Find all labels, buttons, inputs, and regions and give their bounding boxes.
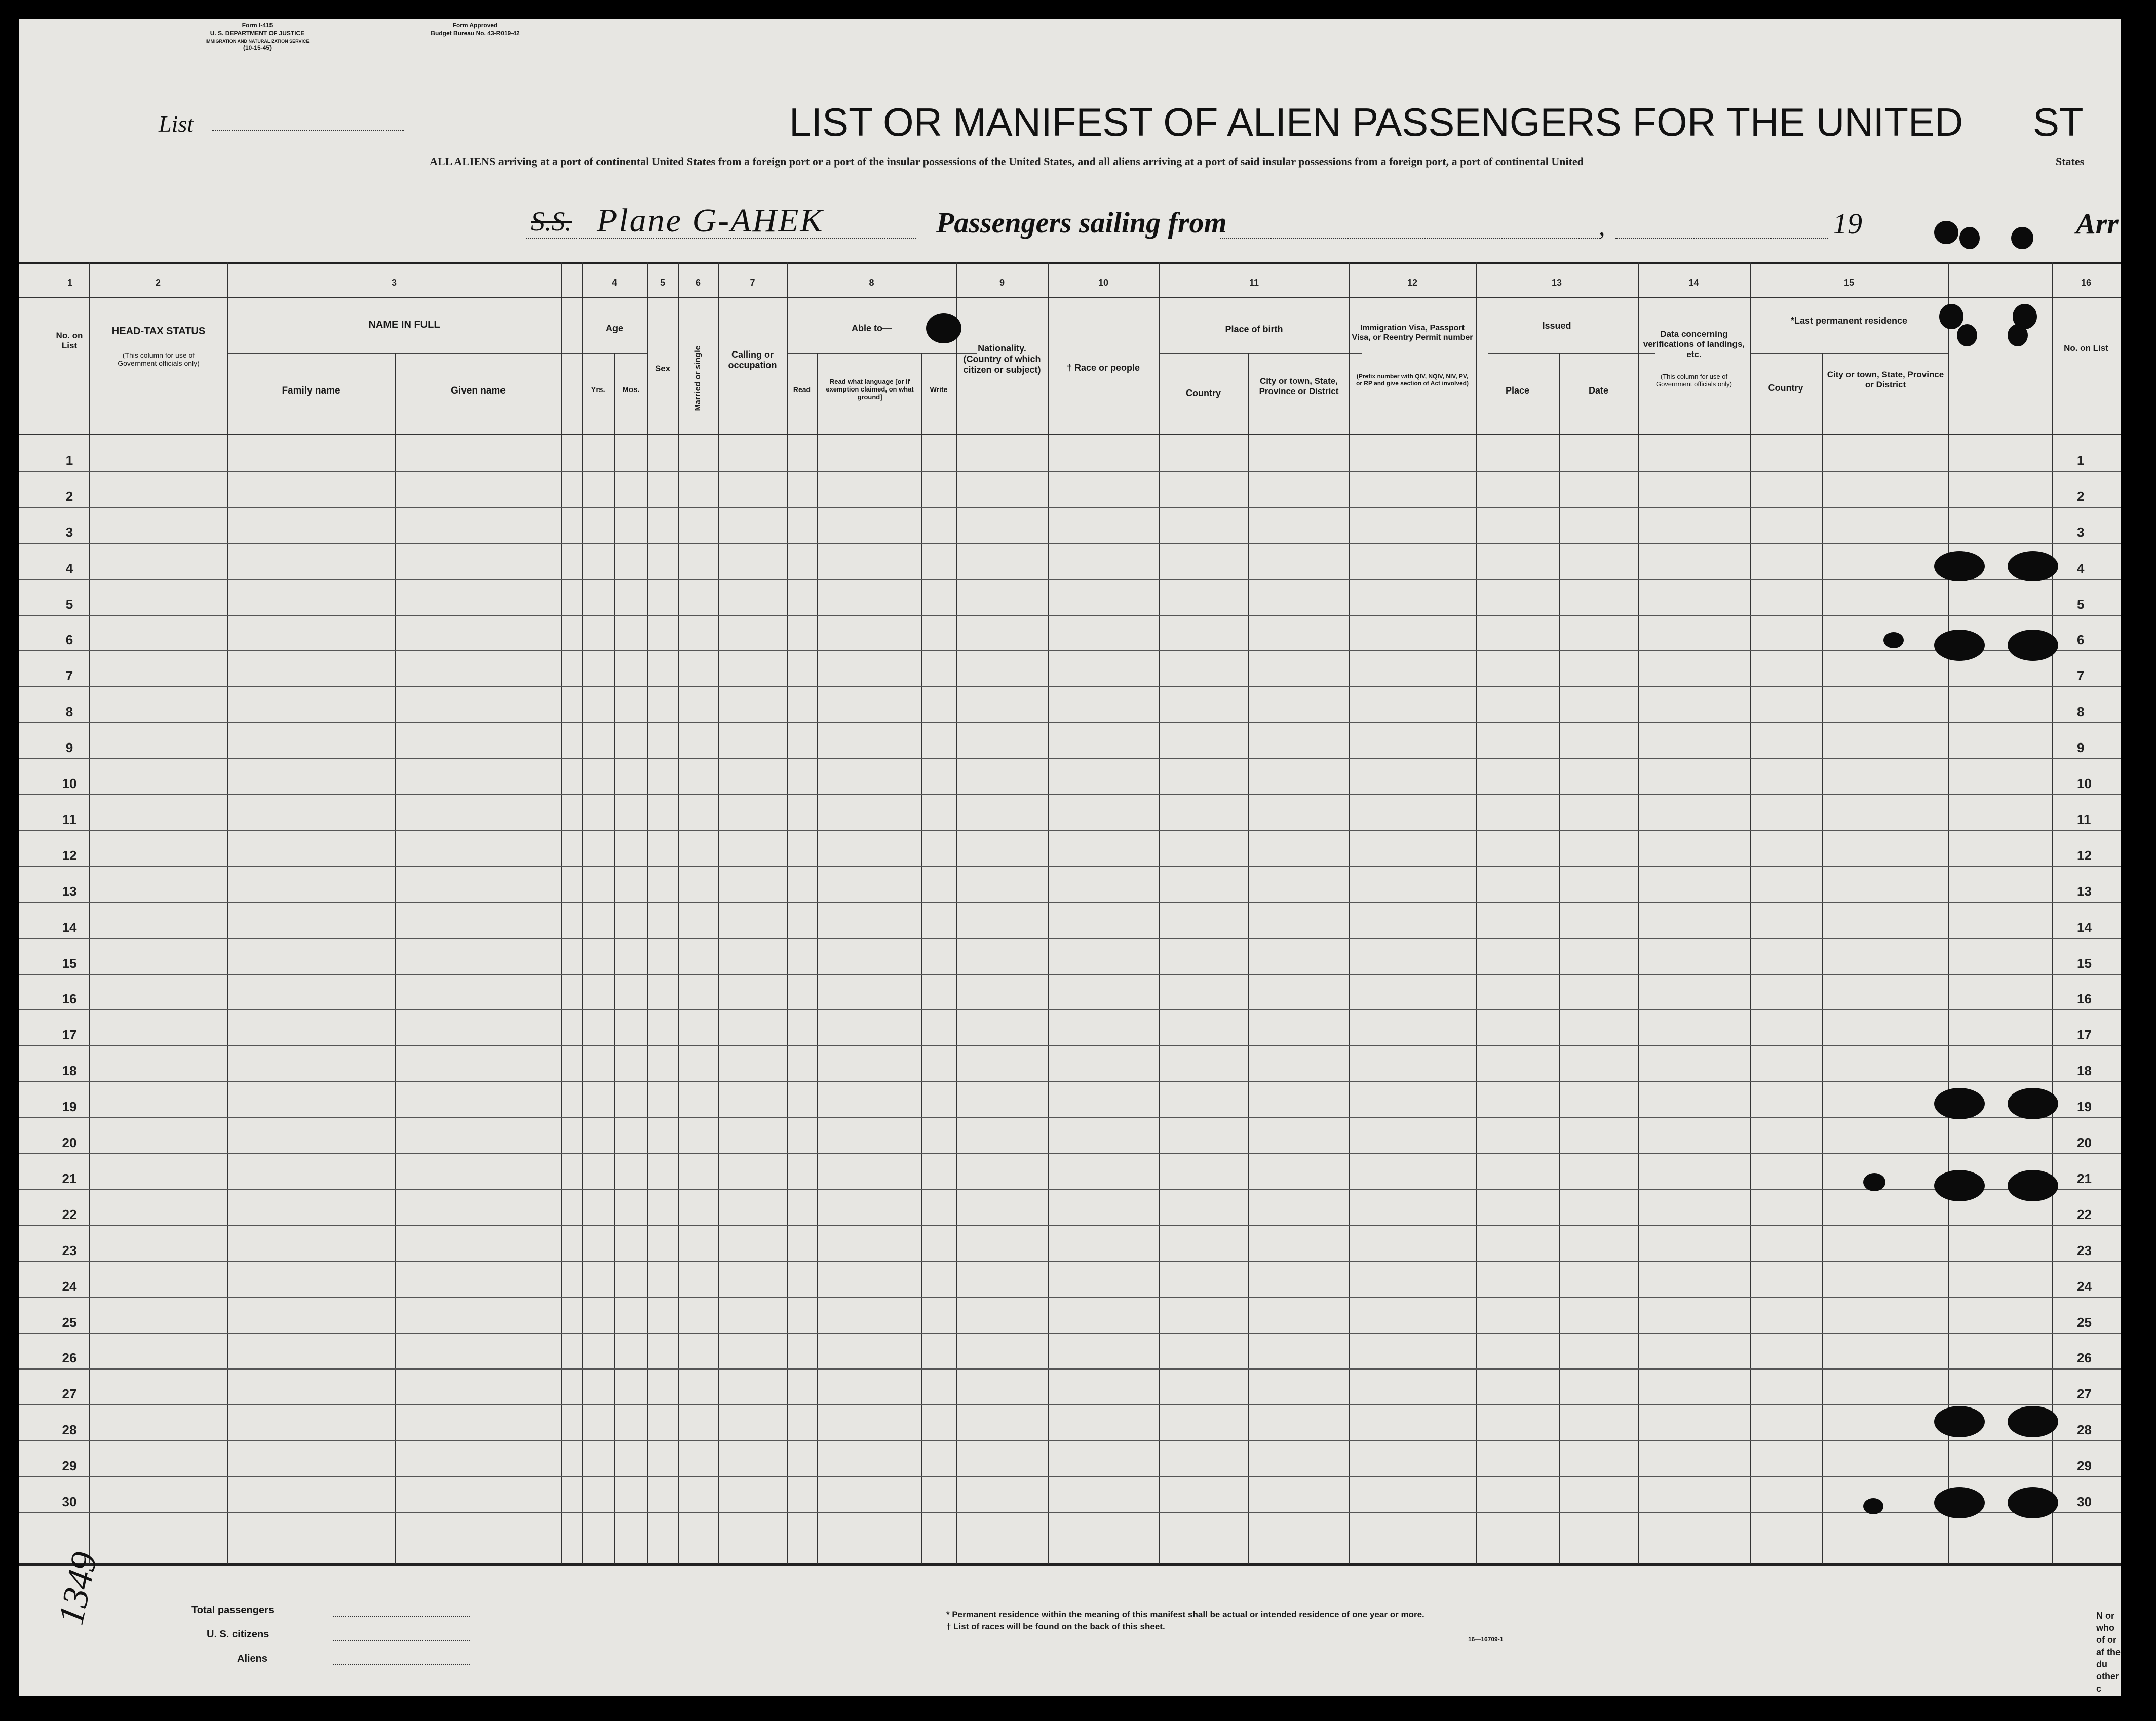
- row-number-right: 22: [2077, 1207, 2092, 1222]
- row-number-left: 21: [62, 1171, 77, 1186]
- row-number-right: 5: [2077, 597, 2085, 612]
- row-line: [19, 830, 2121, 831]
- header-residence-country: Country: [1768, 383, 1803, 393]
- row-number-right: 17: [2077, 1027, 2092, 1042]
- header-able-to: Able to—: [852, 323, 892, 333]
- row-line: [19, 1404, 2121, 1405]
- row-number-left: 3: [65, 525, 73, 540]
- punch-hole-blot: [1934, 1170, 1985, 1201]
- name-subheader-line: [227, 353, 582, 354]
- row-number-right: 14: [2077, 920, 2092, 935]
- row-line: [19, 471, 2121, 472]
- row-number-right: 18: [2077, 1063, 2092, 1078]
- ink-blot: [926, 313, 961, 343]
- header-visa: Immigration Visa, Passport Visa, or Reentry Permit number: [1352, 324, 1473, 342]
- col-line-4a: [614, 353, 615, 1564]
- col-number-15: 15: [1843, 278, 1855, 288]
- row-number-right: 9: [2077, 740, 2085, 755]
- row-line: [19, 938, 2121, 939]
- header-age: Age: [605, 323, 623, 333]
- row-line: [19, 1045, 2121, 1046]
- punch-hole-blot: [2008, 1487, 2058, 1518]
- row-line: [19, 722, 2121, 723]
- punch-hole-blot: [2008, 551, 2058, 581]
- row-number-left: 25: [62, 1315, 77, 1330]
- list-label: List: [159, 111, 194, 137]
- form-date: (10-15-45): [243, 44, 272, 51]
- col-number-10: 10: [1098, 278, 1109, 288]
- col-line-11a: [1248, 353, 1249, 1564]
- ink-blot: [1863, 1173, 1885, 1191]
- col-number-11: 11: [1249, 278, 1259, 288]
- row-number-right: 21: [2077, 1171, 2092, 1186]
- issued-subheader-line: [1488, 353, 1655, 354]
- col-number-5: 5: [660, 278, 665, 288]
- row-line: [19, 758, 2121, 759]
- row-number-left: 11: [62, 812, 76, 827]
- manifest-title-cut: ST: [2033, 100, 2084, 144]
- row-line: [19, 579, 2121, 580]
- row-line: [19, 1512, 2121, 1513]
- row-line: [19, 866, 2121, 867]
- row-number-right: 28: [2077, 1422, 2092, 1437]
- header-age-years: Yrs.: [591, 385, 605, 394]
- row-number-right: 29: [2077, 1458, 2092, 1473]
- row-number-left: 14: [62, 920, 77, 935]
- row-number-right: 10: [2077, 776, 2092, 791]
- service: IMMIGRATION AND NATURALIZATION SERVICE: [205, 38, 310, 44]
- row-number-left: 18: [62, 1063, 77, 1078]
- header-married-single: Married or single: [694, 345, 702, 411]
- row-number-right: 26: [2077, 1350, 2092, 1365]
- us-citizens-line: [333, 1640, 470, 1641]
- vessel-prefix: S.S.: [531, 206, 572, 237]
- row-number-right: 20: [2077, 1135, 2092, 1150]
- footer-aliens: Aliens: [237, 1653, 268, 1664]
- row-number-right: 11: [2077, 812, 2091, 827]
- row-line: [19, 902, 2121, 903]
- row-line: [19, 1081, 2121, 1082]
- row-number-left: 22: [62, 1207, 77, 1222]
- punch-hole-blot: [1939, 304, 1963, 329]
- header-family-name: Family name: [282, 385, 340, 396]
- row-number-left: 1: [65, 453, 73, 468]
- col-number-12: 12: [1407, 278, 1418, 288]
- row-line: [19, 1189, 2121, 1190]
- footer-right-cut: N or who of or af the du other c: [2096, 1611, 2121, 1694]
- row-number-right: 27: [2077, 1386, 2092, 1401]
- row-number-left: 29: [62, 1458, 77, 1473]
- punch-hole-blot: [1957, 324, 1977, 346]
- row-number-left: 2: [65, 489, 73, 504]
- punch-hole-blot: [2008, 630, 2058, 661]
- header-verification: Data concerning verifications of landings, etc.: [1643, 329, 1745, 359]
- row-number-left: 19: [62, 1099, 77, 1114]
- header-head-tax: HEAD-TAX STATUS: [111, 326, 206, 337]
- punch-hole-blot: [1934, 1487, 1985, 1518]
- header-given-name: Given name: [451, 385, 506, 396]
- col-line-15a: [1822, 353, 1823, 1564]
- row-line: [19, 615, 2121, 616]
- row-number-right: 25: [2077, 1315, 2092, 1330]
- row-number-left: 4: [65, 561, 73, 576]
- row-line: [19, 1368, 2121, 1370]
- row-number-left: 16: [62, 991, 77, 1006]
- manifest-sheet: [19, 19, 2121, 1696]
- row-line: [19, 1440, 2121, 1441]
- row-line: [19, 1009, 2121, 1010]
- footer-total-passengers: Total passengers: [191, 1605, 275, 1616]
- col-number-13: 13: [1551, 278, 1562, 288]
- sailing-date-line: [1615, 238, 1828, 239]
- row-number-right: 4: [2077, 561, 2085, 576]
- year-label: 19: [1833, 207, 1862, 240]
- header-read-language: Read what language [or if exemption claimed, on what ground]: [826, 378, 914, 401]
- row-number-right: 30: [2077, 1494, 2092, 1509]
- row-number-right: 13: [2077, 884, 2092, 899]
- header-verification-note: (This column for use of Government officials only): [1655, 373, 1732, 388]
- col-number-16: 16: [2081, 278, 2092, 288]
- sailing-port-line: [1220, 238, 1600, 239]
- header-issued-place: Place: [1505, 385, 1530, 396]
- birth-subheader-line: [1159, 353, 1362, 354]
- department: U. S. DEPARTMENT OF JUSTICE: [210, 30, 305, 37]
- row-number-left: 12: [62, 848, 77, 863]
- column-number-row-border: [19, 297, 2121, 298]
- row-line: [19, 543, 2121, 544]
- row-line: [19, 686, 2121, 687]
- row-number-left: 30: [62, 1494, 77, 1509]
- header-no-on-list: No. on List: [56, 331, 83, 350]
- aliens-line: [333, 1664, 470, 1665]
- punch-hole-blot: [1934, 630, 1985, 661]
- manifest-title: LIST OR MANIFEST OF ALIEN PASSENGERS FOR THE UNITED: [789, 100, 1963, 144]
- manifest-subtitle: ALL ALIENS arriving at a port of continental United States from a foreign port or a port of the insular possessions of the United States, and all aliens arriving at a port of said insular possessions from a foreign port, a port of continental United: [430, 155, 1584, 168]
- row-number-right: 23: [2077, 1243, 2092, 1258]
- col-line-13a: [1559, 353, 1560, 1564]
- row-number-right: 8: [2077, 704, 2085, 719]
- row-number-left: 17: [62, 1027, 77, 1042]
- budget-number: Budget Bureau No. 43-R019-42: [431, 30, 520, 37]
- residence-subheader-line: [1750, 353, 1948, 354]
- total-passengers-line: [333, 1616, 470, 1617]
- arriving-label-cut: Arr: [2076, 207, 2119, 240]
- form-approved: Form Approved: [452, 22, 498, 29]
- row-number-left: 28: [62, 1422, 77, 1437]
- row-line: [19, 1297, 2121, 1298]
- col-number-9: 9: [999, 278, 1005, 288]
- col-number-14: 14: [1688, 278, 1699, 288]
- col-line-8a: [817, 353, 818, 1564]
- row-number-right: 15: [2077, 956, 2092, 971]
- row-number-right: 1: [2077, 453, 2085, 468]
- header-residence-city: City or town, State, Province or District: [1827, 370, 1944, 389]
- row-number-right: 6: [2077, 632, 2085, 647]
- row-number-right: 7: [2077, 668, 2085, 683]
- row-number-left: 24: [62, 1279, 77, 1294]
- header-head-tax-note: (This column for use of Government officials only): [118, 351, 200, 367]
- row-number-right: 16: [2077, 991, 2092, 1006]
- row-number-right: 12: [2077, 848, 2092, 863]
- punch-hole-blot: [2008, 1406, 2058, 1437]
- punch-hole-blot: [2008, 1088, 2058, 1119]
- row-number-right: 2: [2077, 489, 2085, 504]
- row-number-right: 3: [2077, 525, 2085, 540]
- row-number-left: 8: [65, 704, 73, 719]
- row-number-left: 27: [62, 1386, 77, 1401]
- row-line: [19, 1476, 2121, 1477]
- table-top-border: [19, 262, 2121, 264]
- header-sex: Sex: [654, 364, 671, 373]
- header-no-on-list-right: No. on List: [2064, 343, 2108, 353]
- punch-hole-blot: [1934, 551, 1985, 581]
- col-number-4: 4: [611, 278, 617, 288]
- vessel-name-handwritten: Plane G-AHEK: [597, 202, 824, 239]
- header-visa-note: (Prefix number with QIV, NQIV, NIV, PV, or RP and give section of Act involved): [1356, 373, 1469, 387]
- row-number-left: 23: [62, 1243, 77, 1258]
- footer-us-citizens: U. S. citizens: [207, 1629, 270, 1640]
- ink-blot: [1863, 1498, 1883, 1514]
- header-age-months: Mos.: [622, 385, 640, 394]
- row-number-left: 6: [65, 632, 73, 647]
- row-line: [19, 974, 2121, 975]
- ink-blot: [1883, 632, 1904, 648]
- header-name-in-full: NAME IN FULL: [368, 319, 440, 330]
- punch-hole-blot: [2008, 324, 2028, 346]
- header-calling: Calling or occupation: [728, 349, 777, 370]
- col-line-8b: [921, 353, 922, 1564]
- header-birth-country: Country: [1186, 388, 1221, 398]
- header-write: Write: [930, 385, 948, 394]
- row-line: [19, 1261, 2121, 1262]
- footer-note-races: † List of races will be found on the back of this sheet.: [946, 1622, 1165, 1631]
- col-number-8: 8: [869, 278, 874, 288]
- footer-note-residence: * Permanent residence within the meaning of this manifest shall be actual or intended residence of one year or more.: [946, 1610, 1424, 1619]
- row-number-left: 10: [62, 776, 77, 791]
- row-line: [19, 1117, 2121, 1118]
- comma-separator: ,: [1599, 212, 1605, 241]
- header-bottom-border: [19, 434, 2121, 435]
- row-number-left: 9: [65, 740, 73, 755]
- row-number-right: 24: [2077, 1279, 2092, 1294]
- punch-hole-blot: [2011, 227, 2033, 249]
- col-number-3: 3: [391, 278, 397, 288]
- col-number-2: 2: [155, 278, 161, 288]
- header-birth-city: City or town, State, Province or District: [1259, 376, 1339, 396]
- row-number-right: 19: [2077, 1099, 2092, 1114]
- manifest-subtitle-cut: States: [2056, 155, 2085, 168]
- header-issued-date: Date: [1588, 385, 1608, 396]
- list-number-line: [212, 130, 404, 131]
- header-issued: Issued: [1542, 321, 1571, 331]
- vessel-line: [526, 238, 916, 239]
- row-line: [19, 507, 2121, 508]
- row-line: [19, 1333, 2121, 1334]
- header-last-residence: *Last permanent residence: [1790, 316, 1908, 326]
- row-line: [19, 794, 2121, 795]
- able-subheader-line: [787, 353, 977, 354]
- header-race: † Race or people: [1066, 363, 1140, 373]
- col-number-6: 6: [695, 278, 701, 288]
- row-number-left: 5: [65, 597, 73, 612]
- punch-hole-blot: [1959, 227, 1980, 249]
- punch-hole-blot: [1934, 1406, 1985, 1437]
- row-number-left: 13: [62, 884, 77, 899]
- punch-hole-blot: [2008, 1170, 2058, 1201]
- row-number-left: 15: [62, 956, 77, 971]
- col-line-3a: [395, 353, 396, 1564]
- row-line: [19, 1153, 2121, 1154]
- sailing-label: Passengers sailing from: [936, 206, 1227, 239]
- row-line: [19, 650, 2121, 651]
- punch-hole-blot: [1934, 221, 1958, 244]
- header-place-of-birth: Place of birth: [1225, 324, 1283, 334]
- row-line: [19, 1225, 2121, 1226]
- header-nationality: Nationality. (Country of which citizen or subject): [963, 343, 1041, 375]
- row-number-left: 26: [62, 1350, 77, 1365]
- header-read: Read: [793, 385, 811, 394]
- col-number-1: 1: [67, 278, 72, 288]
- row-number-left: 20: [62, 1135, 77, 1150]
- col-number-7: 7: [750, 278, 755, 288]
- row-number-left: 7: [65, 668, 73, 683]
- form-number: Form I-415: [242, 22, 273, 29]
- table-bottom-border: [19, 1563, 2121, 1566]
- punch-hole-blot: [1934, 1088, 1985, 1119]
- handwritten-sheet-number: 1349: [50, 1548, 105, 1628]
- footer-printer-mark: 16—16709-1: [1468, 1636, 1504, 1643]
